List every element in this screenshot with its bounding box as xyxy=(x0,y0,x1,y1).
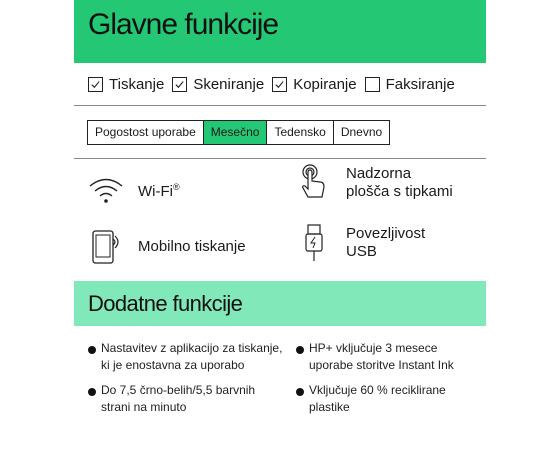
feature-touch-panel xyxy=(296,163,453,203)
list-item: HP+ vključuje 3 mesece uporabe storitve Instant Ink xyxy=(296,340,454,375)
bullet-dot-icon xyxy=(296,346,304,354)
check-kopiranje[interactable] xyxy=(272,76,356,93)
usage-frequency-row xyxy=(74,106,486,158)
checkbox-checked-icon xyxy=(172,77,187,92)
function-checklist xyxy=(74,63,486,105)
check-faksiranje[interactable] xyxy=(365,76,455,93)
feature-grid xyxy=(74,159,486,281)
feature-wifi-label: Wi-Fi® xyxy=(138,181,180,200)
mobile-print-icon xyxy=(88,227,124,267)
main-features-header xyxy=(74,0,486,63)
checkbox-checked-icon xyxy=(272,77,287,92)
extra-features-list xyxy=(74,326,486,436)
feature-mobile-label: Mobilno tiskanje xyxy=(138,238,246,255)
feature-mobile-printing xyxy=(88,227,246,267)
usb-icon xyxy=(296,223,332,263)
frequency-option-mesecno[interactable]: Mesečno xyxy=(204,121,268,144)
extra-features-header xyxy=(74,281,486,326)
bullet-dot-icon xyxy=(88,388,96,396)
check-tiskanje[interactable] xyxy=(88,76,164,93)
check-label: Tiskanje xyxy=(109,75,165,93)
feature-usb-label: Povezljivost USB xyxy=(346,225,426,260)
list-item: Do 7,5 črno-belih/5,5 barvnih strani na minuto xyxy=(88,382,255,417)
checkbox-checked-icon xyxy=(88,77,103,92)
feature-touch-label: Nadzorna plošča s tipkami xyxy=(346,165,453,200)
extra-features-title: Dodatne funkcije xyxy=(88,290,243,316)
bullet-dot-icon xyxy=(88,346,96,354)
check-label: Skeniranje xyxy=(193,75,265,93)
frequency-option-tedensko[interactable]: Tedensko xyxy=(267,121,333,144)
usage-frequency-selector xyxy=(87,120,390,145)
touch-icon xyxy=(296,163,332,203)
features-panel xyxy=(74,0,486,436)
checkbox-unchecked-icon xyxy=(365,77,380,92)
wifi-icon xyxy=(88,171,124,211)
check-label: Faksiranje xyxy=(385,75,455,93)
check-label: Kopiranje xyxy=(293,75,357,93)
check-skeniranje[interactable] xyxy=(172,76,264,93)
frequency-option-dnevno[interactable]: Dnevno xyxy=(340,125,383,139)
frequency-label: Pogostost uporabe xyxy=(88,121,204,144)
bullet-dot-icon xyxy=(296,388,304,396)
list-item: Nastavitev z aplikacijo za tiskanje, ki je enostavna za uporabo xyxy=(88,340,282,375)
feature-usb xyxy=(296,223,425,263)
feature-wifi xyxy=(88,171,180,211)
list-item: Vključuje 60 % reciklirane plastike xyxy=(296,382,446,417)
main-features-title: Glavne funkcije xyxy=(88,7,279,41)
